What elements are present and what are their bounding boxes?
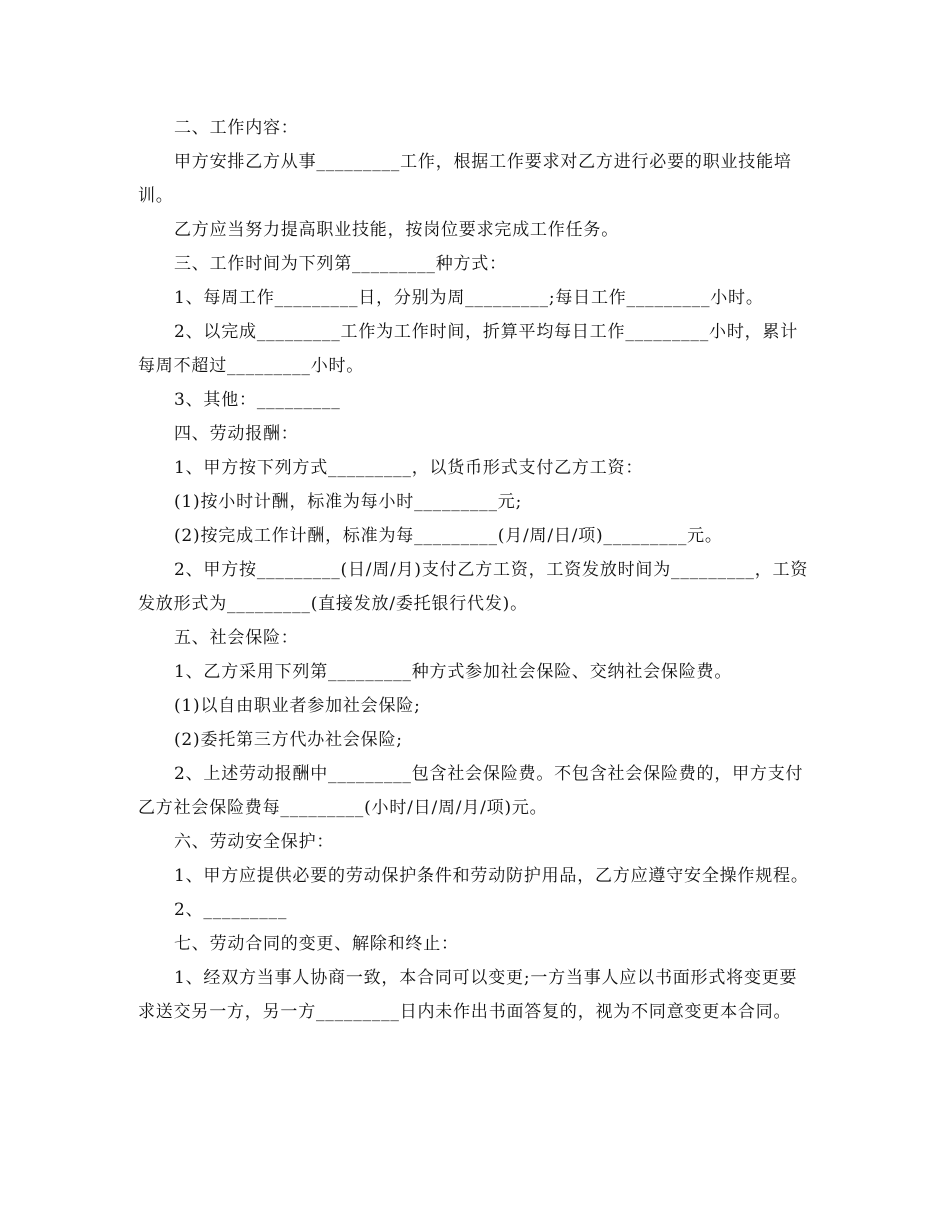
section-heading-work-time: 三、工作时间为下列第_________种方式： [174, 254, 507, 274]
section-heading-contract-change: 七、劳动合同的变更、解除和终止： [174, 934, 459, 954]
clause-insurance-third-party: (2)委托第三方代办社会保险; [174, 730, 403, 750]
paragraph-skill-improvement: 乙方应当努力提高职业技能，按岗位要求完成工作任务。 [174, 220, 619, 240]
section-heading-work-content: 二、工作内容： [174, 118, 299, 138]
clause-insurance-included: 2、上述劳动报酬中_________包含社会保险费。不包含社会保险费的，甲方支付乙方社会保险费每_________(小时/日/周/月/项)元。 [138, 764, 804, 818]
clause-hourly-pay: (1)按小时计酬，标准为每小时_________元; [174, 492, 523, 512]
section-heading-safety: 六、劳动安全保护： [174, 832, 335, 852]
clause-other-time: 3、其他：_________ [174, 390, 341, 410]
clause-safety-other: 2、_________ [174, 900, 288, 920]
clause-weekly-work: 1、每周工作_________日，分别为周_________;每日工作_________小时。 [174, 288, 764, 308]
clause-payment-schedule: 2、甲方按_________(日/周/月)支付乙方工资，工资发放时间为_________，工资发放形式为_________(直接发放/委托银行代发)。 [138, 560, 809, 614]
clause-payment-method: 1、甲方按下列方式_________，以货币形式支付乙方工资： [174, 458, 644, 478]
clause-insurance-method: 1、乙方采用下列第_________种方式参加社会保险、交纳社会保险费。 [174, 662, 733, 682]
clause-insurance-freelancer: (1)以自由职业者参加社会保险; [174, 696, 421, 716]
clause-task-based-time: 2、以完成_________工作为工作时间，折算平均每日工作_________小时，累计每周不超过_________小时。 [138, 322, 799, 376]
section-heading-social-insurance: 五、社会保险： [174, 628, 299, 648]
document-body [138, 111, 814, 1029]
clause-piecework-pay: (2)按完成工作计酬，标准为每_________(月/周/日/项)_________元。 [174, 526, 723, 546]
paragraph-work-assignment: 甲方安排乙方从事_________工作，根据工作要求对乙方进行必要的职业技能培训。 [138, 152, 792, 206]
section-heading-remuneration: 四、劳动报酬： [174, 424, 299, 444]
clause-contract-modification: 1、经双方当事人协商一致，本合同可以变更;一方当事人应以书面形式将变更要求送交另一方，另一方_________日内未作出书面答复的，视为不同意变更本合同。 [138, 968, 798, 1022]
clause-safety-provision: 1、甲方应提供必要的劳动保护条件和劳动防护用品，乙方应遵守安全操作规程。 [174, 866, 809, 886]
